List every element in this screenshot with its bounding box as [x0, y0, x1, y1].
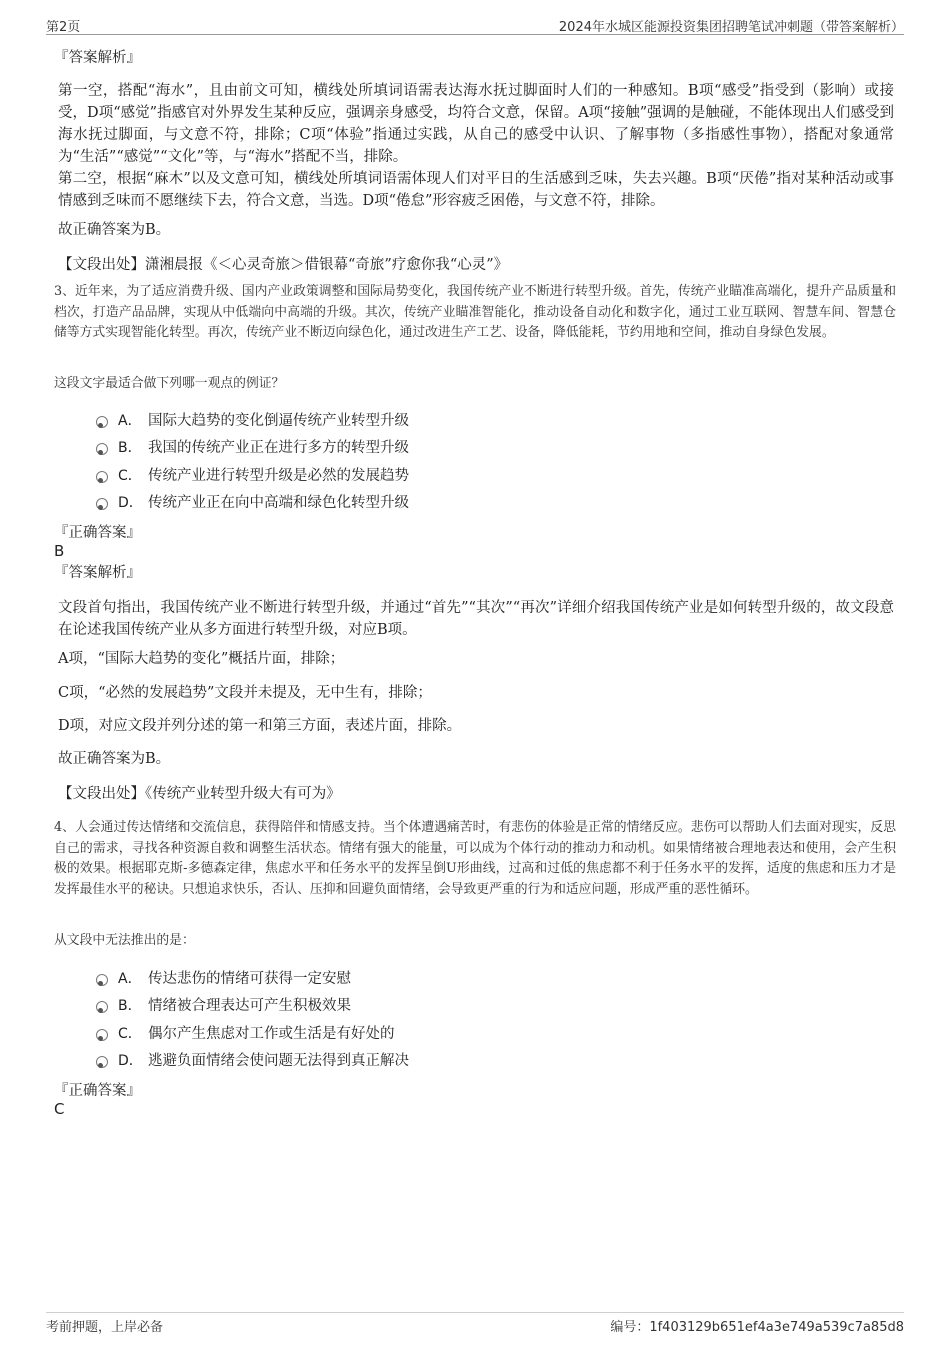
- radio-button-icon[interactable]: [96, 416, 108, 428]
- option-text: 情绪被合理表达可产生积极效果: [148, 998, 351, 1014]
- analysis-conclusion: 故正确答案为B。: [58, 222, 171, 238]
- analysis-conclusion: 故正确答案为B。: [58, 751, 171, 767]
- passage-source: 【文段出处】潇湘晨报《＜心灵奇旅＞借银幕“奇旅”疗愈你我“心灵”》: [58, 257, 509, 273]
- question-4-prompt: 从文段中无法推出的是：: [54, 933, 195, 948]
- radio-button-icon[interactable]: [96, 443, 108, 455]
- document-serial: 编号：1f403129b651ef4a3e749a539c7a85d8: [610, 1320, 904, 1335]
- correct-answer: B: [54, 542, 65, 560]
- option-text: 传统产业正在向中高端和绿色化转型升级: [148, 495, 409, 511]
- document-title: 2024年水城区能源投资集团招聘笔试冲刺题（带答案解析）: [558, 20, 904, 35]
- page-header: [46, 14, 904, 35]
- page-footer: [46, 1312, 904, 1333]
- analysis-paragraph: 文段首句指出，我国传统产业不断进行转型升级，并通过“首先”“其次”“再次”详细介绍我国传统产业是如何转型升级的，故文段意在论述我国传统产业从多方面进行转型升级，对应B项。: [58, 600, 894, 638]
- option-letter: C．: [118, 1026, 142, 1042]
- correct-answer-label: 『正确答案』: [54, 1083, 141, 1099]
- option-text: 国际大趋势的变化倒逼传统产业转型升级: [148, 413, 409, 429]
- analysis-paragraph: 第一空，搭配“海水”，且由前文可知，横线处所填词语需表达海水抚过脚面时人们的一种感知。B项“感受”指受到（影响）或接受，D项“感觉”指感官对外界发生某种反应，强调亲身感受，均符合文意，保留。A项“接触”强调的是触碰，不能体现出人们感受到海水抚过脚面，与文意不符，排除；C项“体验”指通过实践，从自己的感受中认识、了解事物（多指感性事物），搭配对象通常为“生活”“感觉”“文化”等，与“海水”搭配不当，排除。: [58, 83, 894, 165]
- option-text: 逃避负面情绪会使问题无法得到真正解决: [148, 1053, 409, 1069]
- question-3-text: 3、近年来，为了适应消费升级、国内产业政策调整和国际局势变化，我国传统产业不断进行转型升级。首先，传统产业瞄准高端化，提升产品质量和档次，打造产品品牌，实现从中低端向中高端的升级。其次，传统产业瞄准智能化，推动设备自动化和数字化，通过工业互联网、智慧车间、智慧仓储等方式实现智能化转型。再次，传统产业不断迈向绿色化，通过改进生产工艺、设备，降低能耗，节约用地和空间，推动自身绿色发展。: [54, 284, 896, 340]
- option-text: 传统产业进行转型升级是必然的发展趋势: [148, 468, 409, 484]
- radio-button-icon[interactable]: [96, 498, 108, 510]
- radio-button-icon[interactable]: [96, 974, 108, 986]
- option-letter: D．: [118, 495, 143, 511]
- option-text: 偶尔产生焦虑对工作或生活是有好处的: [148, 1026, 395, 1042]
- analysis-label: 『答案解析』: [54, 565, 141, 581]
- analysis-paragraph: 第二空，根据“麻木”以及文意可知，横线处所填词语需体现人们对平日的生活感到乏味，失去兴趣。B项“厌倦”指对某种活动或事情感到乏味而不愿继续下去，符合文意，当选。D项“倦怠”形容疲乏困倦，与文意不符，排除。: [58, 171, 894, 209]
- analysis-paragraph: A项，“国际大趋势的变化”概括片面，排除；: [58, 651, 345, 667]
- option-letter: B．: [118, 998, 142, 1014]
- radio-button-icon[interactable]: [96, 1029, 108, 1041]
- analysis-label: 『答案解析』: [54, 50, 141, 66]
- option-letter: A．: [118, 971, 142, 987]
- radio-button-icon[interactable]: [96, 1056, 108, 1068]
- question-4-text: 4、人会通过传达情绪和交流信息，获得陪伴和情感支持。当个体遭遇痛苦时，有悲伤的体验是正常的情绪反应。悲伤可以帮助人们去面对现实，反思自己的需求，寻找各种资源自救和调整生活状态。情绪有强大的能量，可以成为个体行动的推动力和动机。如果情绪被合理地表达和使用，会产生积极的效果。根据耶克斯-多德森定律，焦虑水平和任务水平的发挥呈倒U形曲线，过高和过低的焦虑都不利于任务水平的发挥，适度的焦虑和压力才是发挥最佳水平的秘诀。只想追求快乐，否认、压抑和回避负面情绪，会导致更严重的行为和适应问题，形成严重的恶性循环。: [54, 820, 896, 897]
- correct-answer-label: 『正确答案』: [54, 525, 141, 541]
- footer-slogan: 考前押题，上岸必备: [46, 1320, 164, 1335]
- radio-button-icon[interactable]: [96, 471, 108, 483]
- correct-answer: C: [54, 1100, 65, 1118]
- option-letter: A．: [118, 413, 142, 429]
- page-number: 第2页: [46, 20, 81, 35]
- option-text: 我国的传统产业正在进行多方的转型升级: [148, 440, 409, 456]
- analysis-paragraph: D项，对应文段并列分述的第一和第三方面，表述片面，排除。: [58, 718, 462, 734]
- question-3-prompt: 这段文字最适合做下列哪一观点的例证？: [54, 376, 285, 391]
- analysis-paragraph: C项，“必然的发展趋势”文段并未提及，无中生有，排除；: [58, 685, 432, 701]
- option-text: 传达悲伤的情绪可获得一定安慰: [148, 971, 351, 987]
- passage-source: 【文段出处】《传统产业转型升级大有可为》: [58, 786, 341, 802]
- option-letter: D．: [118, 1053, 143, 1069]
- option-letter: B．: [118, 440, 142, 456]
- radio-button-icon[interactable]: [96, 1001, 108, 1013]
- option-letter: C．: [118, 468, 142, 484]
